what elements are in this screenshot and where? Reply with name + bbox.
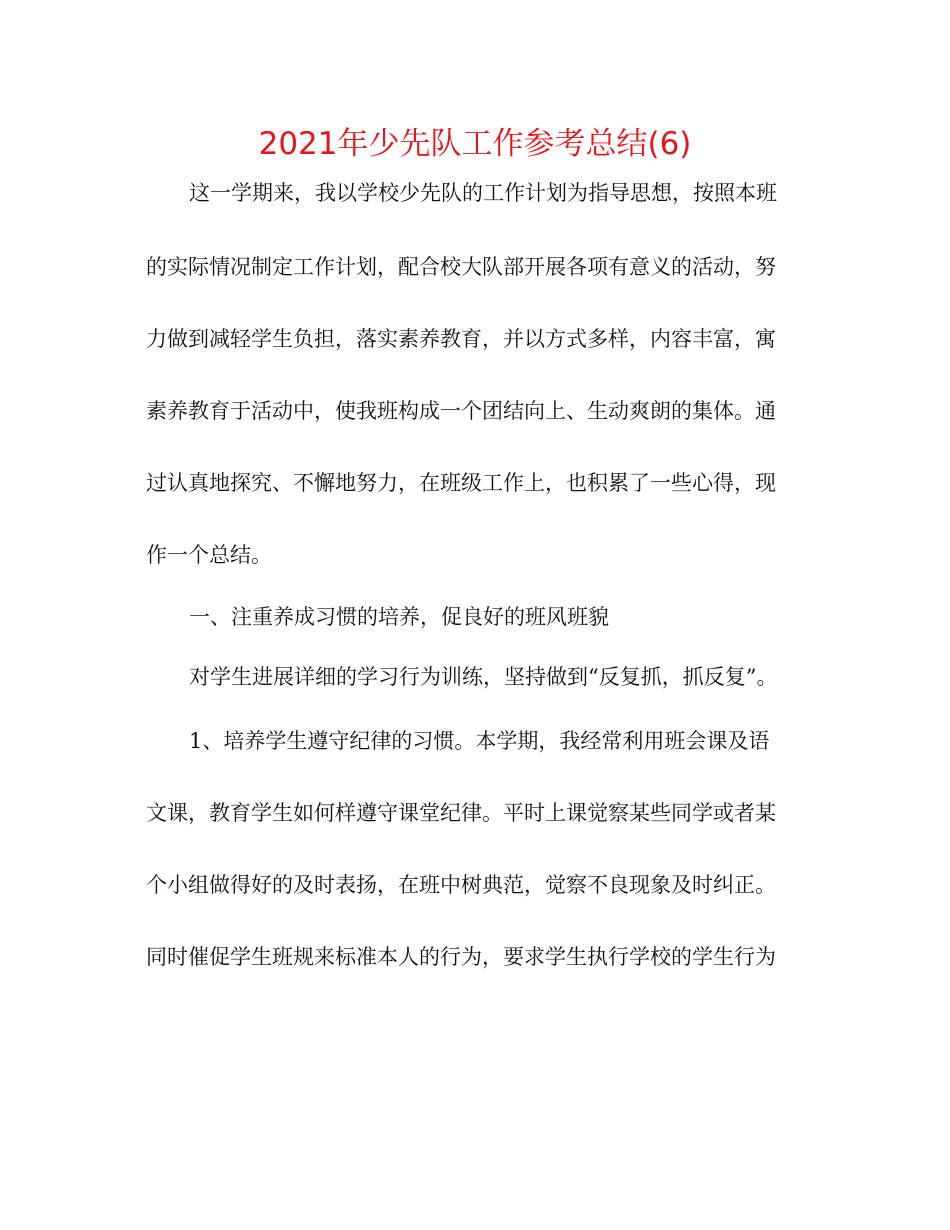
paragraph-line: 1、培养学生遵守纪律的习惯。本学期，我经常利用班会课及语 — [189, 729, 770, 753]
paragraph-line: 文课，教育学生如何样遵守课堂纪律。平时上课觉察某些同学或者某 — [146, 801, 776, 825]
section-heading: 一、注重养成习惯的培养，促良好的班风班貌 — [189, 605, 609, 629]
paragraph-line: 素养教育于活动中，使我班构成一个团结向上、生动爽朗的集体。通 — [146, 399, 776, 423]
paragraph-line: 对学生进展详细的学习行为训练，坚持做到“反复抓，抓反复”。 — [189, 665, 778, 689]
paragraph-line: 的实际情况制定工作计划，配合校大队部开展各项有意义的活动，努 — [146, 255, 776, 279]
paragraph-line: 这一学期来，我以学校少先队的工作计划为指导思想，按照本班 — [189, 181, 777, 205]
paragraph-line: 同时催促学生班规来标准本人的行为，要求学生执行学校的学生行为 — [146, 945, 776, 969]
paragraph-line: 作一个总结。 — [146, 543, 272, 567]
paragraph-line: 个小组做得好的及时表扬，在班中树典范，觉察不良现象及时纠正。 — [146, 873, 776, 897]
paragraph-line: 过认真地探究、不懈地努力，在班级工作上，也积累了一些心得，现 — [146, 471, 776, 495]
paragraph-line: 力做到减轻学生负担，落实素养教育，并以方式多样，内容丰富，寓 — [146, 327, 776, 351]
document-title: 2021年少先队工作参考总结(6) — [258, 126, 692, 162]
